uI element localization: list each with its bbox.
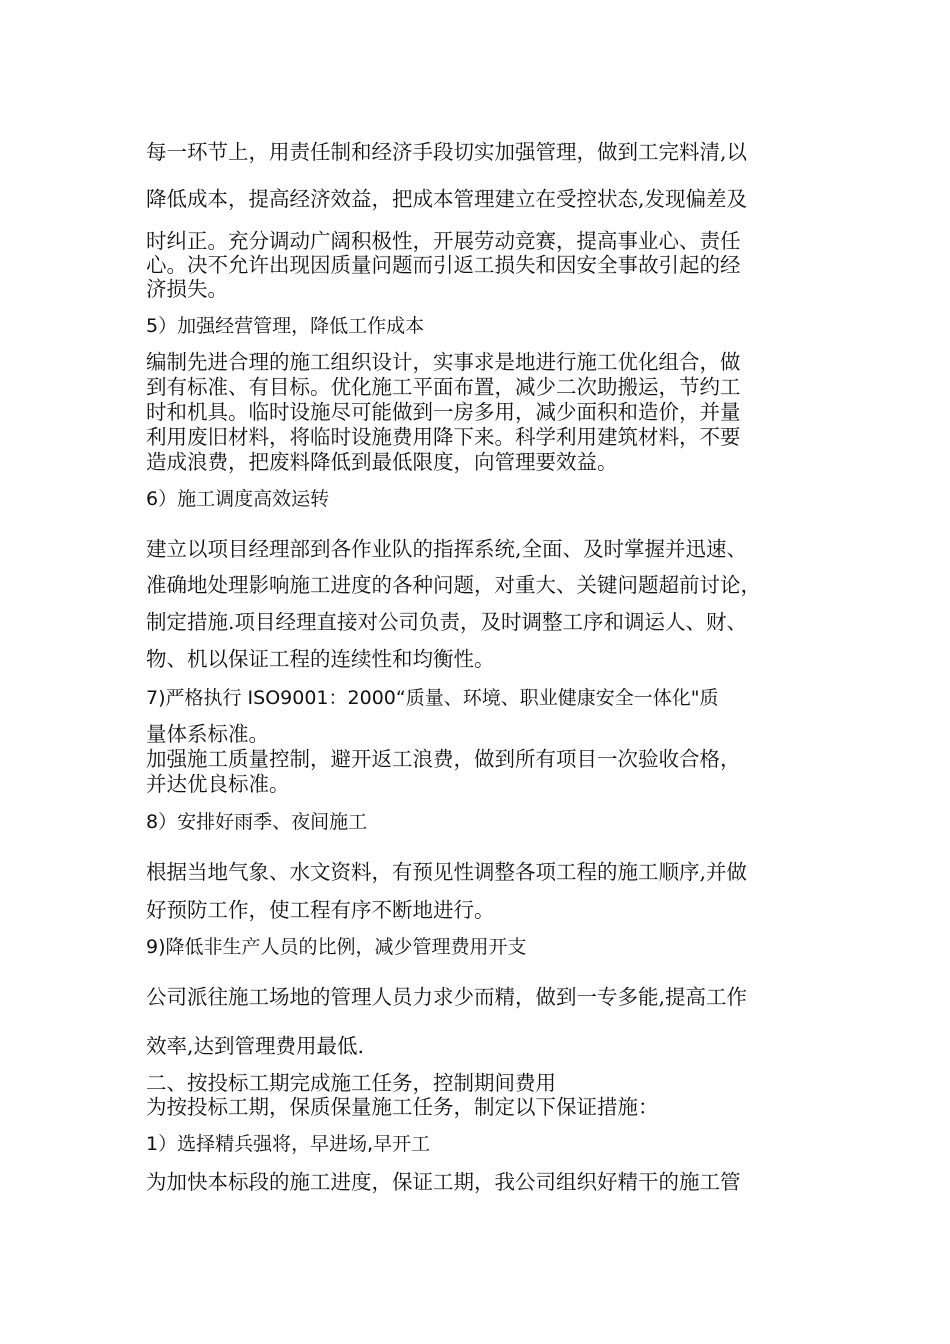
paragraph-line: 准确地处理影响施工进度的各种问题，对重大、关键问题超前讨论， xyxy=(146,573,761,597)
paragraph-line: 济损失。 xyxy=(146,277,228,301)
paragraph-line: 心。决不允许出现因质量问题而引返工损失和因安全事故引起的经 xyxy=(146,253,741,277)
paragraph-line: 根据当地气象、水文资料，有预见性调整各项工程的施工顺序,并做 xyxy=(146,860,748,884)
paragraph-line: 加强施工质量控制，避开返工浪费，做到所有项目一次验收合格， xyxy=(146,747,741,771)
paragraph-line: 并达优良标准。 xyxy=(146,772,290,796)
paragraph-line: 时纠正。充分调动广阔积极性，开展劳动竞赛，提高事业心、责任 xyxy=(146,229,741,253)
paragraph-line: 量体系标准。 xyxy=(146,722,269,746)
paragraph-line: 制定措施.项目经理直接对公司负责，及时调整工序和调运人、财、 xyxy=(146,610,748,634)
paragraph-line: 为加快本标段的施工进度，保证工期，我公司组织好精干的施工管 xyxy=(146,1170,741,1194)
section-heading: 二、按投标工期完成施工任务，控制期间费用 xyxy=(146,1071,556,1095)
section-heading: 1）选择精兵强将，早进场,早开工 xyxy=(146,1133,431,1155)
paragraph-line: 建立以项目经理部到各作业队的指挥系统,全面、及时掌握并迅速、 xyxy=(146,537,748,561)
paragraph-line: 时和机具。临时设施尽可能做到一房多用，减少面积和造价，并量 xyxy=(146,400,741,424)
paragraph-line: 到有标准、有目标。优化施工平面布置，减少二次助搬运，节约工 xyxy=(146,375,741,399)
paragraph-line: 公司派往施工场地的管理人员力求少而精，做到一专多能,提高工作 xyxy=(146,985,748,1009)
paragraph-line: 降低成本，提高经济效益，把成本管理建立在受控状态,发现偏差及 xyxy=(146,187,748,211)
paragraph-line: 物、机以保证工程的连续性和均衡性。 xyxy=(146,647,495,671)
section-heading: 5）加强经营管理，降低工作成本 xyxy=(146,315,425,337)
section-heading: 8）安排好雨季、夜间施工 xyxy=(146,811,368,833)
paragraph-line: 利用废旧材料，将临时设施费用降下来。科学利用建筑材料，不要 xyxy=(146,425,741,449)
paragraph-line: 造成浪费，把废料降低到最低限度，向管理要效益。 xyxy=(146,450,618,474)
paragraph-line: 编制先进合理的施工组织设计，实事求是地进行施工优化组合，做 xyxy=(146,350,741,374)
paragraph-line: 好预防工作，使工程有序不断地进行。 xyxy=(146,898,495,922)
section-heading: 7)严格执行 ISO9001：2000“质量、环境、职业健康安全一体化"质 xyxy=(146,687,719,709)
section-heading: 9)降低非生产人员的比例，减少管理费用开支 xyxy=(146,936,527,958)
paragraph-line: 为按投标工期，保质保量施工任务，制定以下保证措施： xyxy=(146,1095,659,1119)
paragraph-line: 每一环节上，用责任制和经济手段切实加强管理，做到工完料清,以 xyxy=(146,140,748,164)
section-heading: 6）施工调度高效运转 xyxy=(146,488,330,510)
paragraph-line: 效率,达到管理费用最低. xyxy=(146,1034,365,1058)
